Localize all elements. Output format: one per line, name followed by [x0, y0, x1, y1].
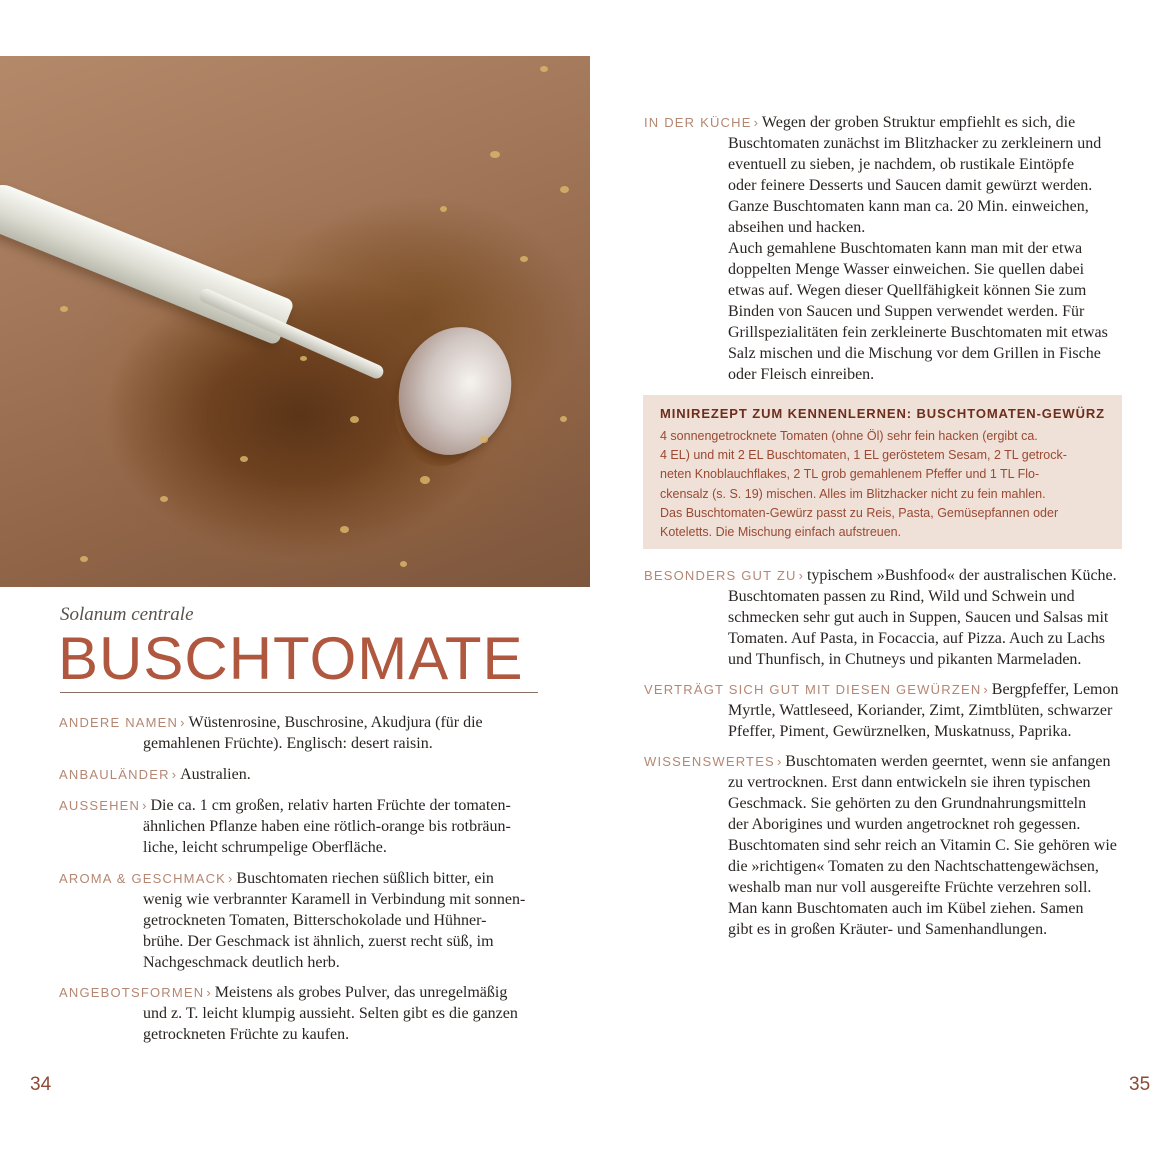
chevron-right-icon: ›	[798, 568, 803, 583]
entry-label: AROMA & GESCHMACK	[59, 871, 227, 886]
recipe-line: Das Buschtomaten-Gewürz passt zu Reis, Pasta, Gemüsepfannen oder	[660, 505, 1059, 520]
entry-text: zu vertrocknen. Erst dann entwickeln sie ihren typischen	[728, 774, 1091, 791]
entry-text: ähnlichen Pflanze haben eine rötlich-orange bis rotbräun-	[143, 818, 511, 835]
entry-text: Australien.	[180, 766, 251, 783]
entry-text: Grillspezialitäten fein zerkleinerte Buschtomaten mit etwas	[728, 324, 1108, 341]
entry-text: Buschtomaten riechen süßlich bitter, ein	[236, 870, 494, 887]
entry-text: typischem »Bushfood« der australischen Küche.	[806, 567, 1117, 584]
entry-text: Salz mischen und die Mischung vor dem Grillen in Fische	[728, 345, 1101, 362]
entry-text: und Thunfisch, in Chutneys und pikanten Marmeladen.	[728, 651, 1082, 668]
recipe-title: MINIREZEPT ZUM KENNENLERNEN: BUSCHTOMATEN-GEWÜRZ	[660, 406, 1105, 421]
entry-aroma-geschmack	[59, 868, 549, 973]
spice-speck	[480, 436, 488, 443]
chevron-right-icon: ›	[180, 715, 185, 730]
entry-text: weshalb man nur voll ausgereifte Früchte verzehren soll.	[728, 879, 1092, 896]
entry-text: schmecken sehr gut auch in Suppen, Saucen und Salsas mit	[728, 609, 1109, 626]
entry-text: brühe. Der Geschmack ist ähnlich, zuerst recht süß, im	[143, 933, 494, 950]
entry-label: ANGEBOTSFORMEN	[59, 985, 205, 1000]
spice-speck	[400, 561, 407, 567]
spice-speck	[560, 416, 567, 422]
entry-label: ANBAULÄNDER	[59, 767, 170, 782]
entry-label: VERTRÄGT SICH GUT MIT DIESEN GEWÜRZEN	[644, 682, 982, 697]
entry-text: Buschtomaten zunächst im Blitzhacker zu zerkleinern und	[728, 135, 1102, 152]
page-title: BUSCHTOMATE	[58, 625, 524, 692]
entry-text: Wüstenrosine, Buschrosine, Akudjura (für die	[188, 714, 483, 731]
entry-label: WISSENSWERTES	[644, 754, 775, 769]
spice-speck	[350, 416, 359, 423]
entry-text: Bergpfeffer, Lemon	[991, 681, 1119, 698]
page-number-right: 35	[1129, 1074, 1151, 1095]
entry-text: oder feinere Desserts und Saucen damit gewürzt werden.	[728, 177, 1093, 194]
entry-label: BESONDERS GUT ZU	[644, 568, 797, 583]
entry-text: gemahlenen Früchte). Englisch: desert raisin.	[143, 735, 433, 752]
entry-text: Geschmack. Sie gehörten zu den Grundnahrungsmitteln	[728, 795, 1087, 812]
entry-text: wenig wie verbrannter Karamell in Verbindung mit sonnen-	[143, 891, 526, 908]
entry-text: gibt es in großen Kräuter- und Samenhandlungen.	[728, 921, 1048, 938]
entry-label: AUSSEHEN	[59, 798, 141, 813]
entry-label: ANDERE NAMEN	[59, 715, 179, 730]
spice-speck	[60, 306, 68, 312]
entry-label: IN DER KÜCHE	[644, 115, 752, 130]
entry-text: getrockneten Tomaten, Bitterschokolade und Hühner-	[143, 912, 487, 929]
species-name: Solanum centrale	[60, 604, 194, 625]
chevron-right-icon: ›	[983, 682, 988, 697]
page-number-left: 34	[30, 1074, 52, 1095]
spice-speck	[240, 456, 248, 462]
chevron-right-icon: ›	[228, 871, 233, 886]
recipe-line: neten Knoblauchflakes, 2 TL grob gemahlenem Pfeffer und 1 TL Flo-	[660, 467, 1040, 482]
entry-in-der-kueche	[644, 112, 1134, 385]
recipe-line: 4 EL) und mit 2 EL Buschtomaten, 1 EL geröstetem Sesam, 2 TL getrock-	[660, 448, 1067, 463]
entry-text: liche, leicht schrumpelige Oberfläche.	[143, 839, 387, 856]
entry-text: Buschtomaten werden geerntet, wenn sie anfangen	[785, 753, 1111, 770]
chevron-right-icon: ›	[753, 115, 758, 130]
entry-text: Myrtle, Wattleseed, Koriander, Zimt, Zimtblüten, schwarzer	[728, 702, 1113, 719]
entry-text: getrockneten Früchte zu kaufen.	[143, 1026, 350, 1043]
spice-speck	[160, 496, 168, 502]
recipe-line: 4 sonnengetrocknete Tomaten (ohne Öl) sehr fein hacken (ergibt ca.	[660, 429, 1038, 443]
title-divider	[60, 692, 538, 693]
entry-text: der Aborigines und wurden angetrocknet roh gegessen.	[728, 816, 1081, 833]
spoon-bowl-icon	[381, 311, 529, 471]
spice-speck	[440, 206, 447, 212]
entry-text: Buschtomaten passen zu Rind, Wild und Schwein und	[728, 588, 1075, 605]
recipe-line: ckensalz (s. S. 19) mischen. Alles im Blitzhacker nicht zu fein mahlen.	[660, 486, 1046, 501]
entry-text: Auch gemahlene Buschtomaten kann man mit der etwa	[728, 240, 1083, 257]
chevron-right-icon: ›	[171, 767, 177, 782]
entry-vertraegt-sich	[644, 679, 1134, 742]
entry-besonders-gut-zu	[644, 565, 1134, 670]
spice-speck	[420, 476, 430, 484]
entry-text: etwas auf. Wegen dieser Quellfähigkeit können Sie zum	[728, 282, 1087, 299]
entry-text: Buschtomaten sind sehr reich an Vitamin C. Sie gehören wie	[728, 837, 1117, 854]
entry-text: oder Fleisch einreiben.	[728, 366, 875, 383]
entry-text: Meistens als grobes Pulver, das unregelmäßig	[214, 984, 508, 1001]
recipe-line: Koteletts. Die Mischung einfach aufstreuen.	[660, 525, 902, 540]
spice-speck	[340, 526, 349, 533]
entry-text: Man kann Buschtomaten auch im Kübel ziehen. Samen	[728, 900, 1084, 917]
entry-text: Binden von Saucen und Suppen verwendet werden. Für	[728, 303, 1085, 320]
entry-text: Tomaten. Auf Pasta, in Focaccia, auf Pizza. Auch zu Lachs	[728, 630, 1105, 647]
entry-anbaulaender	[59, 764, 549, 785]
spice-speck	[560, 186, 569, 193]
chevron-right-icon: ›	[206, 985, 211, 1000]
recipe-box	[643, 395, 1122, 549]
spice-speck	[300, 356, 307, 361]
chevron-right-icon: ›	[776, 754, 782, 769]
entry-text: die »richtigen« Tomaten zu den Nachtschattengewächsen,	[728, 858, 1099, 875]
entry-andere-namen	[59, 712, 549, 754]
spice-speck	[80, 556, 88, 562]
entry-text: doppelten Menge Wasser einweichen. Sie quellen dabei	[728, 261, 1085, 278]
entry-text: eventuell zu sieben, je nachdem, ob rustikale Eintöpfe	[728, 156, 1075, 173]
spice-speck	[520, 256, 528, 262]
entry-text: Nachgeschmack deutlich herb.	[143, 954, 340, 971]
entry-angebotsformen	[59, 982, 549, 1045]
spice-speck	[490, 151, 500, 158]
entry-wissenswertes	[644, 751, 1134, 940]
recipe-text	[660, 427, 1110, 542]
entry-text: abseihen und hacken.	[728, 219, 866, 236]
entry-text: und z. T. leicht klumpig aussieht. Selten gibt es die ganzen	[143, 1005, 518, 1022]
entry-text: Wegen der groben Struktur empfiehlt es sich, die	[761, 114, 1076, 131]
entry-text: Die ca. 1 cm großen, relativ harten Früchte der tomaten-	[150, 797, 511, 814]
spice-photo	[0, 56, 590, 587]
entry-text: Ganze Buschtomaten kann man ca. 20 Min. einweichen,	[728, 198, 1089, 215]
chevron-right-icon: ›	[142, 798, 147, 813]
spice-speck	[540, 66, 548, 72]
entry-aussehen	[59, 795, 549, 858]
entry-text: Pfeffer, Piment, Gewürznelken, Muskatnuss, Paprika.	[728, 723, 1072, 740]
